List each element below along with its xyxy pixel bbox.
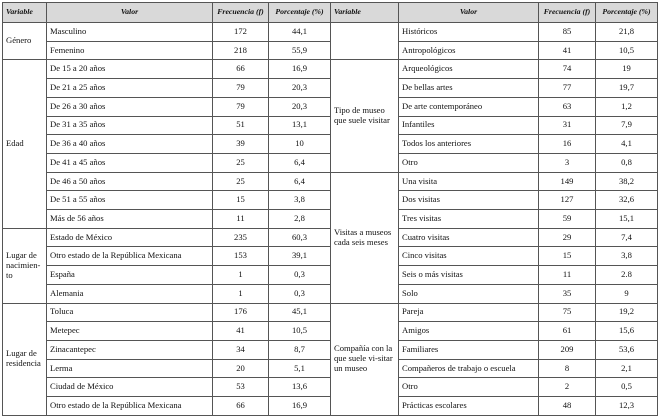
header-row: [3, 3, 658, 23]
header-variable-right: Variable: [331, 3, 399, 23]
table-row: [3, 97, 658, 116]
porcentaje-cell: 6,4: [269, 153, 331, 172]
table-row: [3, 266, 658, 285]
valor-cell: Una visita: [399, 172, 539, 191]
survey-frequency-table: [2, 2, 658, 416]
valor-cell: Alemania: [47, 284, 213, 303]
table-row: [3, 23, 658, 42]
valor-cell: Pareja: [399, 303, 539, 322]
porcentaje-cell: 20,3: [269, 79, 331, 98]
valor-cell: De 31 a 35 años: [47, 116, 213, 135]
header-frecuencia-left: Frecuencia (f): [213, 3, 269, 23]
porcentaje-cell: 16,9: [269, 397, 331, 416]
porcentaje-cell: 0,5: [596, 378, 658, 397]
valor-cell: Masculino: [47, 23, 213, 42]
frecuencia-cell: 41: [539, 41, 596, 60]
table-row: [3, 378, 658, 397]
table-row: [3, 135, 658, 154]
porcentaje-cell: 20,3: [269, 97, 331, 116]
frecuencia-cell: 20: [213, 359, 269, 378]
frecuencia-cell: 172: [213, 23, 269, 42]
frecuencia-cell: 85: [539, 23, 596, 42]
table-row: [3, 228, 658, 247]
valor-cell: Todos los anteriores: [399, 135, 539, 154]
valor-cell: Más de 56 años: [47, 210, 213, 229]
valor-cell: De 36 a 40 años: [47, 135, 213, 154]
valor-cell: Amigos: [399, 322, 539, 341]
valor-cell: Cinco visitas: [399, 247, 539, 266]
frecuencia-cell: 34: [213, 340, 269, 359]
valor-cell: Tres visitas: [399, 210, 539, 229]
valor-cell: Solo: [399, 284, 539, 303]
valor-cell: Antropológicos: [399, 41, 539, 60]
frecuencia-cell: 15: [213, 191, 269, 210]
frecuencia-cell: 53: [213, 378, 269, 397]
frecuencia-cell: 25: [213, 153, 269, 172]
frecuencia-cell: 31: [539, 116, 596, 135]
frecuencia-cell: 153: [213, 247, 269, 266]
frecuencia-cell: 59: [539, 210, 596, 229]
valor-cell: De arte contemporáneo: [399, 97, 539, 116]
frecuencia-cell: 74: [539, 60, 596, 79]
frecuencia-cell: 41: [213, 322, 269, 341]
frecuencia-cell: 77: [539, 79, 596, 98]
valor-cell: Dos visitas: [399, 191, 539, 210]
frecuencia-cell: 11: [213, 210, 269, 229]
table-row: [3, 247, 658, 266]
frecuencia-cell: 79: [213, 79, 269, 98]
table-row: [3, 116, 658, 135]
porcentaje-cell: 60,3: [269, 228, 331, 247]
valor-cell: Históricos: [399, 23, 539, 42]
frecuencia-cell: 61: [539, 322, 596, 341]
porcentaje-cell: 12,3: [596, 397, 658, 416]
table-row: [3, 359, 658, 378]
header-frecuencia-right: Frecuencia (f): [539, 3, 596, 23]
valor-cell: De 21 a 25 años: [47, 79, 213, 98]
valor-cell: Zinacantepec: [47, 340, 213, 359]
porcentaje-cell: 1,2: [596, 97, 658, 116]
porcentaje-cell: 39,1: [269, 247, 331, 266]
porcentaje-cell: 2.8: [596, 266, 658, 285]
valor-cell: Otro estado de la República Mexicana: [47, 247, 213, 266]
valor-cell: Otro estado de la República Mexicana: [47, 397, 213, 416]
frecuencia-cell: 127: [539, 191, 596, 210]
porcentaje-cell: 44,1: [269, 23, 331, 42]
variable-tipo-museo: Tipo de museo que suele visitar: [331, 60, 399, 172]
valor-cell: Arqueológicos: [399, 60, 539, 79]
frecuencia-cell: 79: [213, 97, 269, 116]
valor-cell: Cuatro visitas: [399, 228, 539, 247]
variable-compania: Compañía con la que suele vi-sitar un museo: [331, 303, 399, 415]
frecuencia-cell: 218: [213, 41, 269, 60]
porcentaje-cell: 10,5: [596, 41, 658, 60]
porcentaje-cell: 13,1: [269, 116, 331, 135]
header-valor-right: Valor: [399, 3, 539, 23]
porcentaje-cell: 53,6: [596, 340, 658, 359]
header-porcentaje-left: Porcentaje (%): [269, 3, 331, 23]
porcentaje-cell: 38,2: [596, 172, 658, 191]
frecuencia-cell: 3: [539, 153, 596, 172]
frecuencia-cell: 75: [539, 303, 596, 322]
valor-cell: Prácticas escolares: [399, 397, 539, 416]
frecuencia-cell: 2: [539, 378, 596, 397]
porcentaje-cell: 55,9: [269, 41, 331, 60]
valor-cell: Ciudad de México: [47, 378, 213, 397]
frecuencia-cell: 149: [539, 172, 596, 191]
valor-cell: Seis o más visitas: [399, 266, 539, 285]
valor-cell: Compañeros de trabajo o escuela: [399, 359, 539, 378]
valor-cell: Estado de México: [47, 228, 213, 247]
frecuencia-cell: 11: [539, 266, 596, 285]
porcentaje-cell: 2,8: [269, 210, 331, 229]
frecuencia-cell: 29: [539, 228, 596, 247]
variable-genero: Género: [3, 23, 47, 60]
table-row: [3, 79, 658, 98]
porcentaje-cell: 19: [596, 60, 658, 79]
porcentaje-cell: 9: [596, 284, 658, 303]
valor-cell: De 26 a 30 años: [47, 97, 213, 116]
porcentaje-cell: 32,6: [596, 191, 658, 210]
valor-cell: De 41 a 45 años: [47, 153, 213, 172]
valor-cell: De 46 a 50 años: [47, 172, 213, 191]
valor-cell: De bellas artes: [399, 79, 539, 98]
valor-cell: Metepec: [47, 322, 213, 341]
valor-cell: España: [47, 266, 213, 285]
table-row: [3, 60, 658, 79]
frecuencia-cell: 8: [539, 359, 596, 378]
frecuencia-cell: 1: [213, 284, 269, 303]
valor-cell: Familiares: [399, 340, 539, 359]
porcentaje-cell: 7,4: [596, 228, 658, 247]
valor-cell: Infantiles: [399, 116, 539, 135]
table-row: [3, 191, 658, 210]
porcentaje-cell: 10: [269, 135, 331, 154]
porcentaje-cell: 19,7: [596, 79, 658, 98]
porcentaje-cell: 21,8: [596, 23, 658, 42]
porcentaje-cell: 13,6: [269, 378, 331, 397]
valor-cell: De 51 a 55 años: [47, 191, 213, 210]
porcentaje-cell: 0,8: [596, 153, 658, 172]
variable-lugar-residencia: Lugar de residencia: [3, 303, 47, 415]
porcentaje-cell: 19,2: [596, 303, 658, 322]
porcentaje-cell: 6,4: [269, 172, 331, 191]
porcentaje-cell: 3,8: [596, 247, 658, 266]
porcentaje-cell: 15,6: [596, 322, 658, 341]
frecuencia-cell: 15: [539, 247, 596, 266]
header-variable-left: Variable: [3, 3, 47, 23]
header-porcentaje-right: Porcentaje (%): [596, 3, 658, 23]
variable-empty: [331, 23, 399, 60]
valor-cell: Femenino: [47, 41, 213, 60]
frecuencia-cell: 63: [539, 97, 596, 116]
porcentaje-cell: 0,3: [269, 266, 331, 285]
variable-edad: Edad: [3, 60, 47, 228]
valor-cell: Lerma: [47, 359, 213, 378]
porcentaje-cell: 5,1: [269, 359, 331, 378]
porcentaje-cell: 16,9: [269, 60, 331, 79]
frecuencia-cell: 16: [539, 135, 596, 154]
porcentaje-cell: 3,8: [269, 191, 331, 210]
variable-lugar-nacimiento: Lugar de nacimien-to: [3, 228, 47, 303]
valor-cell: Otro: [399, 153, 539, 172]
header-valor-left: Valor: [47, 3, 213, 23]
porcentaje-cell: 0,3: [269, 284, 331, 303]
porcentaje-cell: 7,9: [596, 116, 658, 135]
table-row: [3, 172, 658, 191]
table-row: [3, 397, 658, 416]
porcentaje-cell: 10,5: [269, 322, 331, 341]
valor-cell: Toluca: [47, 303, 213, 322]
table-row: [3, 340, 658, 359]
porcentaje-cell: 4,1: [596, 135, 658, 154]
porcentaje-cell: 8,7: [269, 340, 331, 359]
frecuencia-cell: 35: [539, 284, 596, 303]
table-row: [3, 41, 658, 60]
frecuencia-cell: 39: [213, 135, 269, 154]
frecuencia-cell: 48: [539, 397, 596, 416]
table-row: [3, 322, 658, 341]
frecuencia-cell: 176: [213, 303, 269, 322]
frecuencia-cell: 25: [213, 172, 269, 191]
frecuencia-cell: 1: [213, 266, 269, 285]
frecuencia-cell: 235: [213, 228, 269, 247]
porcentaje-cell: 45,1: [269, 303, 331, 322]
table-row: [3, 303, 658, 322]
table-row: [3, 284, 658, 303]
variable-visitas: Visitas a museos cada seis meses: [331, 172, 399, 303]
table-row: [3, 210, 658, 229]
porcentaje-cell: 15,1: [596, 210, 658, 229]
frecuencia-cell: 51: [213, 116, 269, 135]
valor-cell: Otro: [399, 378, 539, 397]
table-row: [3, 153, 658, 172]
frecuencia-cell: 209: [539, 340, 596, 359]
frecuencia-cell: 66: [213, 397, 269, 416]
porcentaje-cell: 2,1: [596, 359, 658, 378]
valor-cell: De 15 a 20 años: [47, 60, 213, 79]
frecuencia-cell: 66: [213, 60, 269, 79]
